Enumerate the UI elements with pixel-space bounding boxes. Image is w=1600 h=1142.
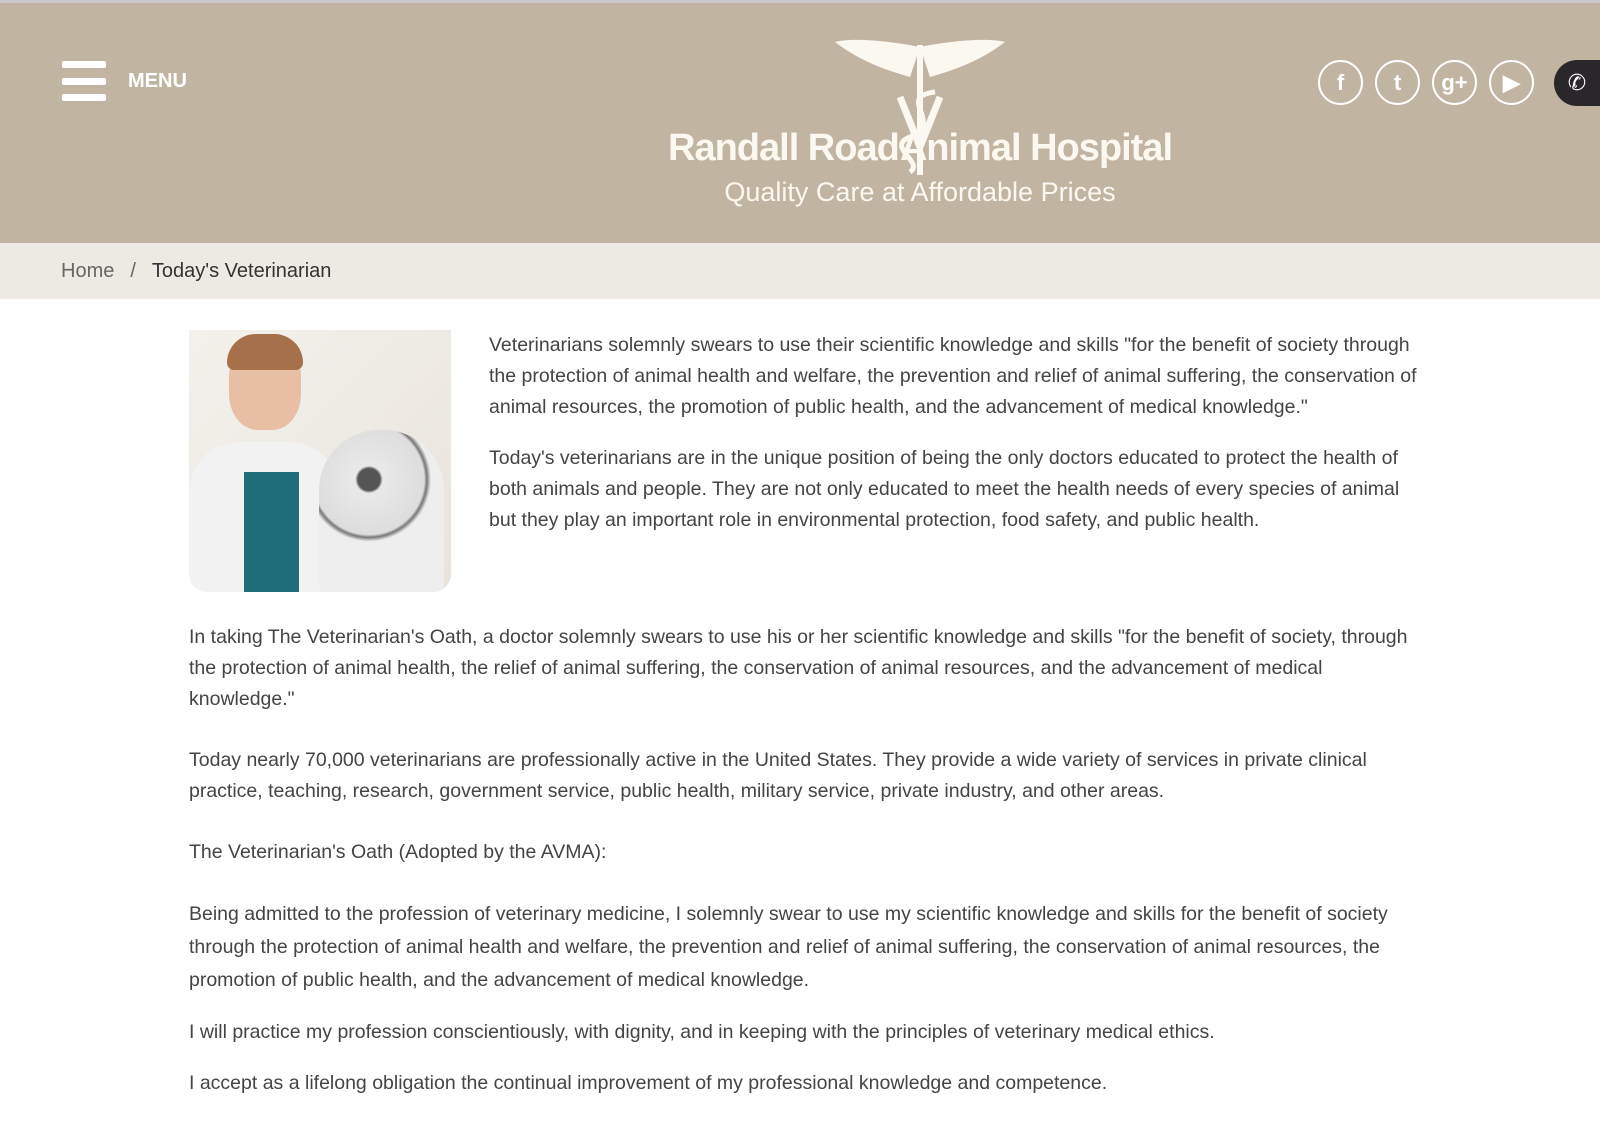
paragraph: Today nearly 70,000 veterinarians are professionally active in the United States. They provide a wide variety of services in private clinical practice, teaching, research, government service, public health, military service, private industry, and other areas. <box>189 749 1367 802</box>
main-content <box>189 330 1424 1119</box>
breadcrumb <box>0 243 1600 299</box>
paragraph: In taking The Veterinarian's Oath, a doctor solemnly swears to use his or her scientific knowledge and skills "for the benefit of society, through the protection of animal health, the relief of animal suffering, the conservation of animal resources, and the advancement of medical knowledge." <box>189 626 1408 710</box>
facebook-icon[interactable]: f <box>1318 60 1363 105</box>
logo-name-left: Randall Road <box>668 127 899 169</box>
hamburger-icon <box>62 61 106 101</box>
breadcrumb-home[interactable]: Home <box>61 259 115 282</box>
menu-button[interactable] <box>62 61 187 101</box>
logo-name-right: Animal Hospital <box>899 127 1172 169</box>
paragraph: Being admitted to the profession of veterinary medicine, I solemnly swear to use my scientific knowledge and skills for the benefit of society through the protection of animal health and welfare, the prevention and relief of animal suffering, the conservation of animal resources, the promotion of public health, and the advancement of medical knowledge. <box>189 903 1388 991</box>
breadcrumb-current: Today's Veterinarian <box>151 259 332 282</box>
paragraph: The Veterinarian's Oath (Adopted by the AVMA): <box>189 841 607 863</box>
paragraph: I accept as a lifelong obligation the continual improvement of my professional knowledge and competence. <box>189 1072 1108 1094</box>
phone-icon[interactable]: ✆ <box>1554 60 1600 106</box>
youtube-icon[interactable]: ▶ <box>1489 60 1534 105</box>
logo-tagline: Quality Care at Affordable Prices <box>724 177 1116 207</box>
site-header <box>0 3 1600 243</box>
breadcrumb-separator: / <box>130 259 136 282</box>
twitter-icon[interactable]: t <box>1375 60 1420 105</box>
social-links <box>1318 60 1534 105</box>
veterinarian-photo <box>189 330 451 592</box>
paragraph: I will practice my profession conscientiously, with dignity, and in keeping with the principles of veterinary medical ethics. <box>189 1021 1215 1043</box>
google-plus-icon[interactable]: g+ <box>1432 60 1477 105</box>
paragraph: Veterinarians solemnly swears to use their scientific knowledge and skills "for the benefit of society through the protection of animal health and welfare, the prevention and relief of animal suffering, the conservation of animal resources, the promotion of public health, and the advancement of medical knowledge." <box>489 334 1417 418</box>
paragraph: Today's veterinarians are in the unique position of being the only doctors educated to protect the health of both animals and people. They are not only educated to meet the health needs of every species of animal but they play an important role in environmental protection, food safety, and public health. <box>489 447 1400 531</box>
logo[interactable] <box>660 37 1180 217</box>
menu-label: MENU <box>128 69 187 92</box>
